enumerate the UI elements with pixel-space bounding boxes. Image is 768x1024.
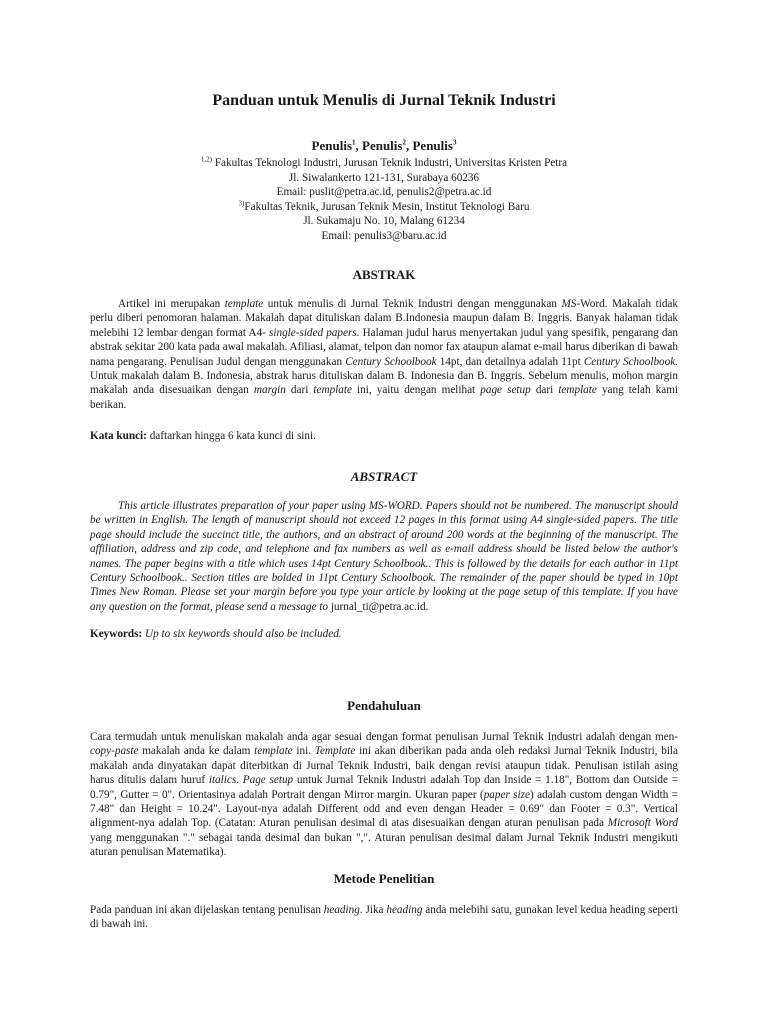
author-3: , Penulis (405, 138, 453, 153)
affiliation-1-mark: 1,2) (200, 155, 213, 164)
affiliation-1-email: Email: puslit@petra.ac.id, penulis2@petra.ac.id (276, 186, 492, 199)
abstrak-keywords: Kata kunci: daftarkan hingga 6 kata kunci di sini. (90, 430, 316, 442)
affiliation-1-address: Jl. Siwalankerto 121-131, Surabaya 60236 (288, 171, 480, 184)
pendahuluan-body: Cara termudah untuk menuliskan makalah anda agar sesuai dengan format penulisan Jurnal Teknik Industri adalah dengan men-copy-paste makalah anda ke dalam template ini. Template ini akan diberikan pada anda oleh redaksi Jurnal Teknik Industri, bila makalah anda dinyatakan dapat diterbitkan di Jurnal Teknik Industri, baik dengan revisi ataupun tidak. Penulisan istilah asing harus ditulis dalam huruf italics. Page setup untuk Jurnal Teknik Industri adalah Top dan Inside = 1.18", Bottom dan Outside = 0.79", Gutter = 0". Orientasinya adalah Portrait dengan Mirror margin. Ukuran paper (paper size) adalah custom dengan Width = 7.48" dan Height = 10.24". Layout-nya adalah Different odd and even dengan Header = 0.69" dan Footer = 0.3". Vertical alignment-nya adalah Top. (Catatan: Aturan penulisan desimal di atas disesuaikan dengan aturan penulisan pada Microsoft Word yang menggunakan "." sebagai tanda desimal dan bukan ",". Aturan penulisan desimal dalam Jurnal Teknik Industri mengikuti aturan penulisan Matematika). (90, 731, 679, 859)
affiliation-2-mark: 3) (238, 199, 245, 208)
metode-body: Pada panduan ini akan dijelaskan tentang penulisan heading. Jika heading anda melebihi satu, gunakan level kedua heading seperti di bawah ini. (90, 904, 678, 931)
author-2: , Penulis (355, 138, 403, 153)
metode-heading: Metode Penelitian (333, 871, 435, 886)
abstract-body: This article illustrates preparation of your paper using MS-WORD. Papers should not be numbered. The manuscript should be written in English. The length of manuscript should not exceed 12 pages in this format using A4 single-sided papers. The title page should include the succinct title, the authors, and an abstract of around 200 words at the beginning of the manuscript. The affiliation, address and zip code, and telephone and fax numbers as well as e-mail address should be listed below the author's names. The paper begins with a title which uses 14pt Century Schoolbook.. This is followed by the details for each author in 11pt Century Schoolbook.. Section titles are bolded in 11pt Century Schoolbook. The remainder of the paper should be typed in 10pt Times New Roman. Please set your margin before you type your article by looking at the page setup of this template. If you have any question on the format, please send a message to jurnal_ti@petra.ac.id. (90, 500, 678, 613)
author-3-mark: 3 (452, 138, 457, 147)
affiliation-2-email: Email: penulis3@baru.ac.id (321, 229, 447, 242)
affiliation-2-address: Jl. Sukamaju No. 10, Malang 61234 (303, 215, 465, 228)
affiliations (0, 156, 768, 244)
author-1-mark: 1 (352, 138, 356, 147)
abstract-heading: ABSTRACT (350, 469, 418, 484)
author-list (0, 138, 768, 154)
abstrak-heading: ABSTRAK (352, 267, 416, 282)
pendahuluan-heading: Pendahuluan (347, 698, 421, 713)
author-1: Penulis (311, 138, 353, 153)
affiliation-1: $^{1,2)}$ Fakultas Teknologi Industri, Jurusan Teknik Industri, Universitas Kristen Petra (200, 155, 568, 169)
abstrak-body: Artikel ini merupakan template untuk menulis di Jurnal Teknik Industri dengan menggunakan MS-Word. Makalah tidak perlu diberi penomoran halaman. Makalah dapat dituliskan dalam B.Indonesia maupun dalam B. Inggris. Banyak halaman tidak melebihi 12 lembar dengan format A4- single-sided papers. Halaman judul harus menyertakan judul yang spesifik, pengarang dan abstrak sekitar 200 kata pada awal makalah. Afiliasi, alamat, telpon dan nomor fax ataupun alamat e-mail harus diberikan di bawah nama pengarang. Penulisan Judul dengan menggunakan Century Schoolbook 14pt, dan detailnya adalah 11pt Century Schoolbook. Untuk makalah dalam B. Indonesia, abstrak harus dituliskan dalam B. Indonesia dan B. Inggris. Sebelum menulis, mohon margin makalah anda disesuaikan dengan margin dari template ini, yaitu dengan melihat page setup dari template yang telah kami berikan. (90, 298, 679, 411)
contact-email: jurnal_ti@petra.ac.id. (330, 600, 429, 613)
paper-title: Panduan untuk Menulis di Jurnal Teknik Industri (212, 92, 556, 109)
affiliation-2: $^{3)}$Fakultas Teknik, Jurusan Teknik Mesin, Institut Teknologi Baru (238, 199, 530, 213)
abstract-keywords: Keywords: Up to six keywords should also be included. (90, 628, 342, 640)
author-2-mark: 2 (402, 138, 406, 147)
